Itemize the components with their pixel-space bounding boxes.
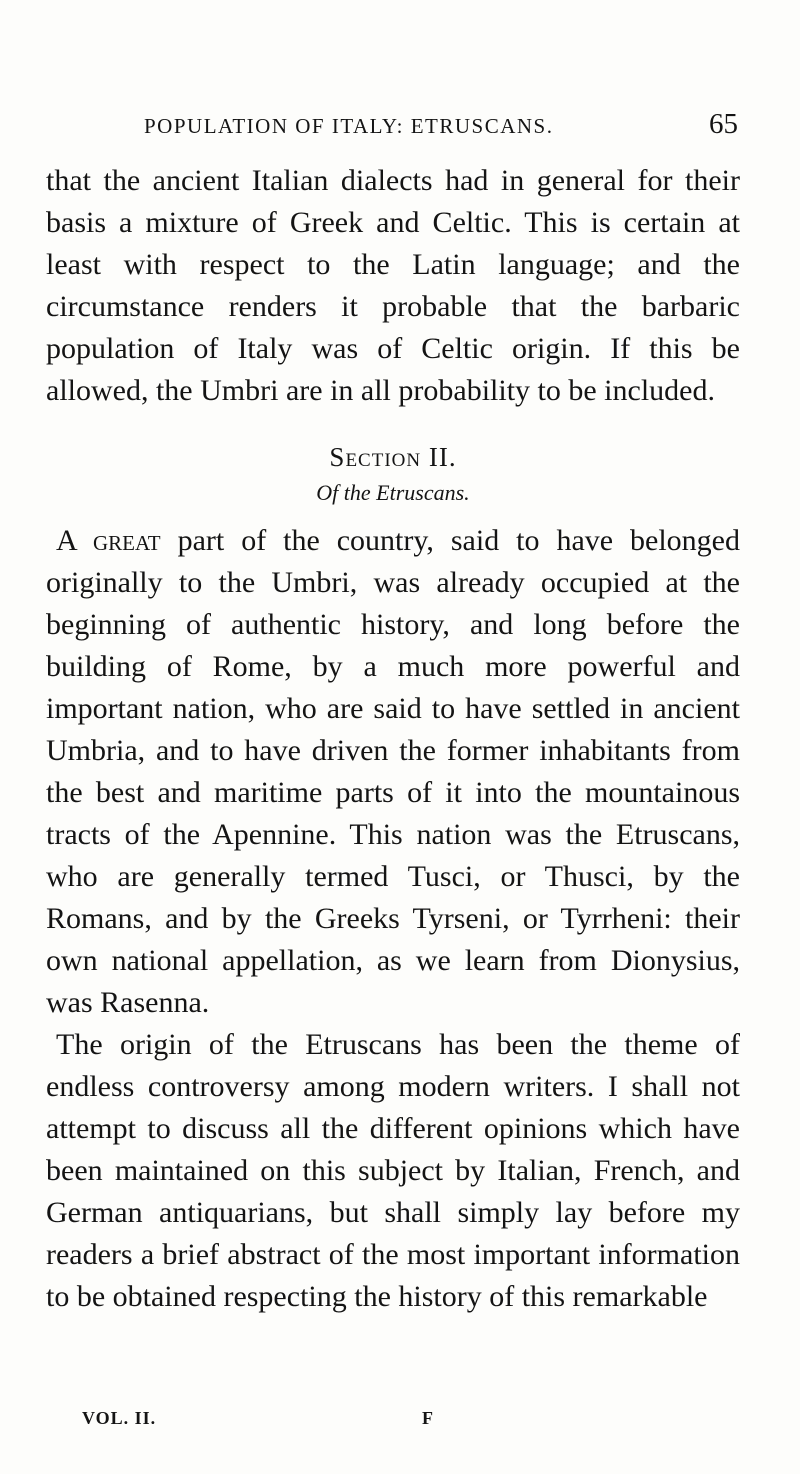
page-number: 65 xyxy=(709,108,738,140)
paragraph-continued: that the ancient Italian dialects had in general for their basis a mixture of Greek and Celtic. This is certain at least with respect to the Latin language; and the circumstance renders it probable that the barbaric population of Italy was of Celtic origin. If this be allowed, the Umbri are in all probability to be included. xyxy=(46,164,740,407)
section-subheading: Of the Etruscans. xyxy=(316,480,470,505)
signature-mark: F xyxy=(422,1408,434,1428)
page-footer xyxy=(82,1408,782,1438)
paragraph-etruscans-intro xyxy=(46,520,740,1024)
lead-words: A great xyxy=(56,524,161,557)
section-heading: Section II. xyxy=(329,442,457,472)
running-head xyxy=(46,108,746,148)
volume-label: VOL. II. xyxy=(82,1408,157,1428)
running-title: POPULATION OF ITALY: ETRUSCANS. xyxy=(144,114,554,138)
paragraph-etruscans-intro-text: part of the country, said to have belonged originally to the Umbri, was already occupied at the beginning of authentic history, and long before the building of Rome, by a much more powerful and important nation, who are said to have settled in ancient Umbria, and to have driven the former inhabitants from the best and maritime parts of it into the mountainous tracts of the Apennine. This nation was the Etruscans, who are generally termed Tusci, or Thusci, by the Romans, and by the Greeks Tyrseni, or Tyrrheni: their own national appellation, as we learn from Dionysius, was Rasenna. xyxy=(46,524,740,1019)
body-text xyxy=(46,160,740,1318)
paragraph-etruscans-origin: The origin of the Etruscans has been the theme of endless controversy among modern writers. I shall not attempt to discuss all the different opinions which have been maintained on this subject by Italian, French, and German antiquarians, but shall simply lay before my readers a brief abstract of the most important information to be obtained respecting the history of this remarkable xyxy=(46,1028,740,1313)
